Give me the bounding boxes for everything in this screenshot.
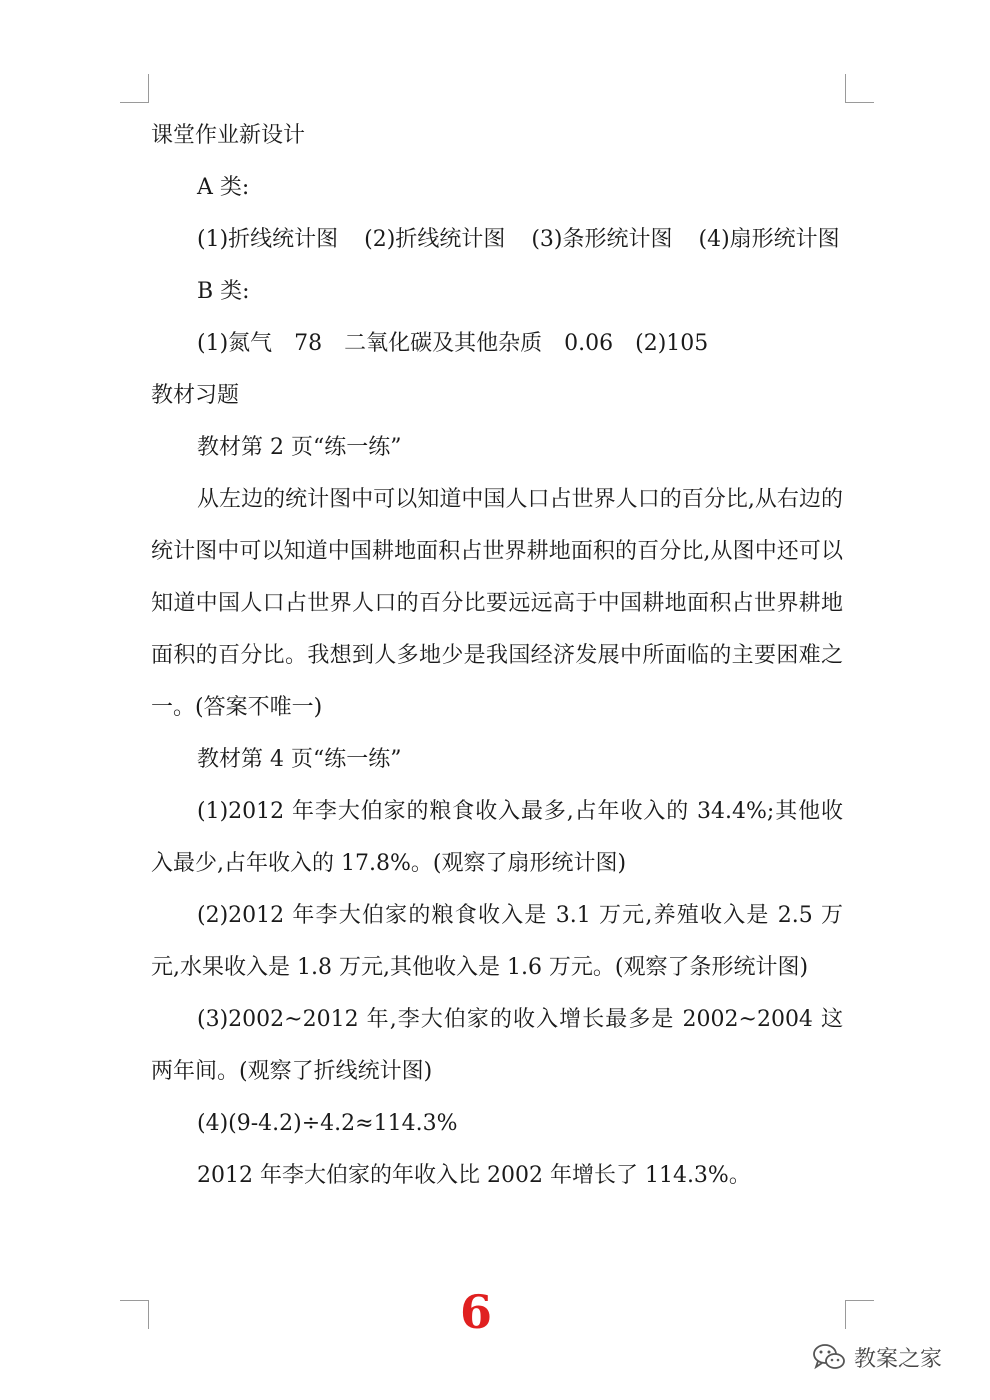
margin-corner-top-left [120, 74, 149, 103]
page4-answer-4: (4)(9-4.2)÷4.2≈114.3% [197, 1111, 458, 1136]
class-a-item: (3)条形统计图 [531, 227, 673, 252]
page-number: 6 [459, 1285, 492, 1339]
page4-conclusion: 2012 年李大伯家的年收入比 2002 年增长了 114.3%。 [197, 1163, 751, 1188]
class-a-answers [151, 214, 843, 266]
page4-answer-2: (2)2012 年李大伯家的粮食收入是 3.1 万元,养殖收入是 2.5 万元,水果收入是 1.8 万元,其他收入是 1.6 万元。(观察了条形统计图) [151, 903, 843, 980]
section-heading-homework: 课堂作业新设计 [151, 123, 306, 148]
watermark-text: 教案之家 [854, 1346, 943, 1372]
class-a-item: (4)扇形统计图 [698, 227, 840, 252]
page4-answer-3: (3)2002~2012 年,李大伯家的收入增长最多是 2002~2004 这两年间。(观察了折线统计图) [151, 1007, 843, 1084]
page4-exercise-title: 教材第 4 页“练一练” [197, 747, 402, 772]
margin-corner-top-right [845, 74, 874, 103]
page2-exercise-title: 教材第 2 页“练一练” [197, 435, 402, 460]
margin-corner-bottom-left [120, 1300, 149, 1329]
class-b-answer: (1)氮气 78 二氧化碳及其他杂质 0.06 (2)105 [197, 331, 709, 356]
class-b-label: B 类: [197, 279, 250, 304]
class-a-item: (2)折线统计图 [364, 227, 506, 252]
wechat-icon [812, 1342, 846, 1372]
watermark [812, 1340, 942, 1374]
document-body [151, 110, 843, 1202]
page4-answer-1: (1)2012 年李大伯家的粮食收入最多,占年收入的 34.4%;其他收入最少,占年收入的 17.8%。(观察了扇形统计图) [151, 799, 843, 876]
class-a-label: A 类: [197, 175, 250, 200]
section-heading-textbook: 教材习题 [151, 383, 240, 408]
margin-corner-bottom-right [845, 1300, 874, 1329]
class-a-item: (1)折线统计图 [197, 227, 339, 252]
page2-exercise-answer: 从左边的统计图中可以知道中国人口占世界人口的百分比,从右边的统计图中可以知道中国耕地面积占世界耕地面积的百分比,从图中还可以知道中国人口占世界人口的百分比要远远高于中国耕地面积占世界耕地面积的百分比。我想到人多地少是我国经济发展中所面临的主要困难之一。(答案不唯一) [151, 487, 843, 720]
